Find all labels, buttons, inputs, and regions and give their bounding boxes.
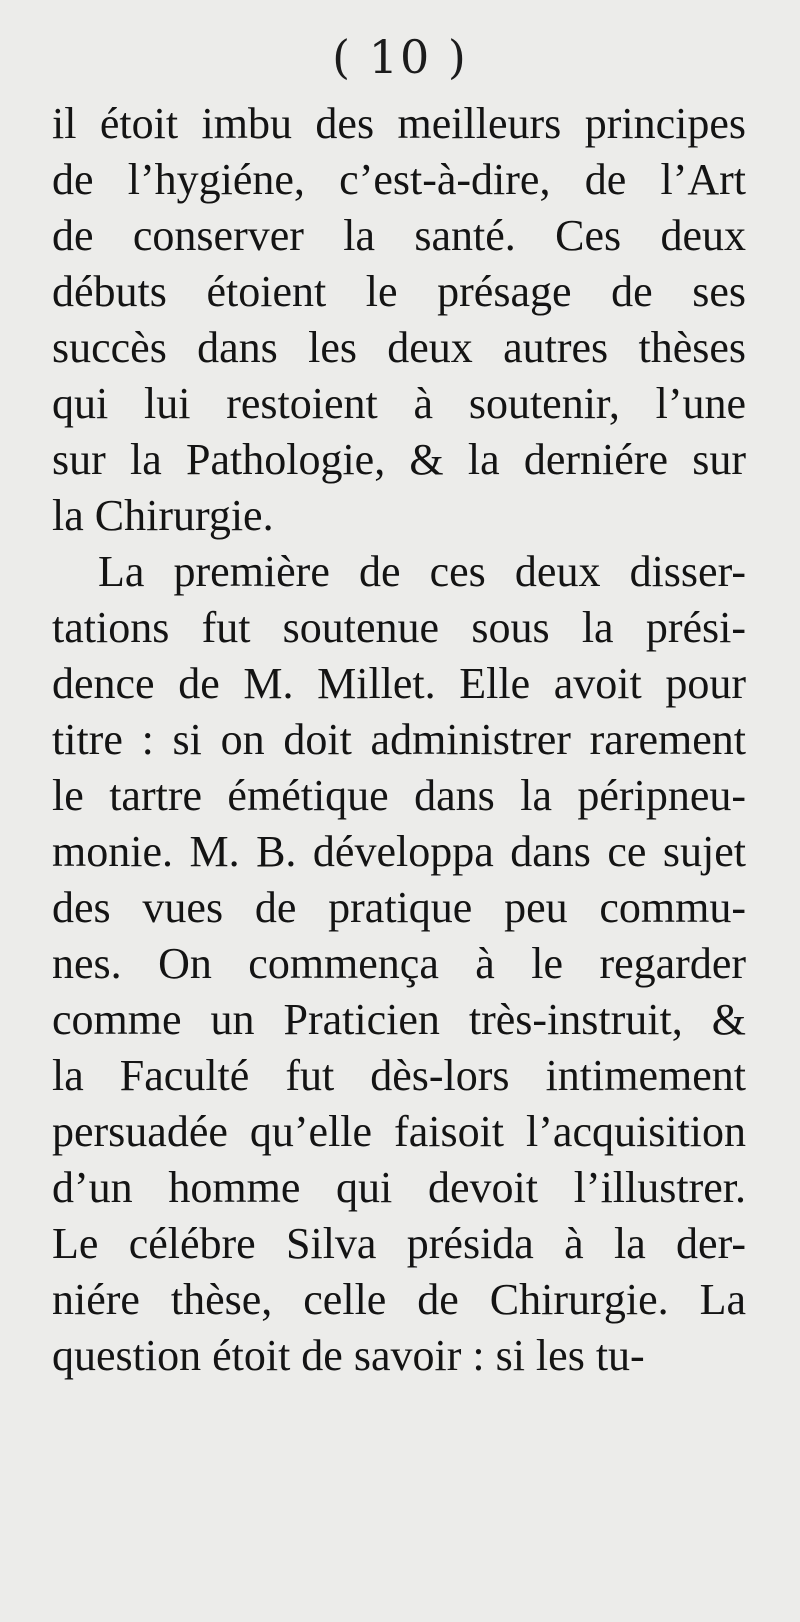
text-line: de l’hygiéne, c’est-à-dire, de l’Art xyxy=(52,155,746,204)
text-line: comme un Praticien très-instruit, & xyxy=(52,995,746,1044)
text-line: sur la Pathologie, & la derniére sur xyxy=(52,435,746,484)
text-line: niére thèse, celle de Chirurgie. La xyxy=(52,1275,746,1324)
text-line: monie. M. B. développa dans ce sujet xyxy=(52,827,746,876)
text-line: des vues de pratique peu commu- xyxy=(52,883,746,932)
text-line: de conserver la santé. Ces deux xyxy=(52,211,746,260)
text-line: dence de M. Millet. Elle avoit pour xyxy=(52,659,746,708)
text-line: d’un homme qui devoit l’illustrer. xyxy=(52,1163,746,1212)
text-line: question étoit de savoir : si les tu- xyxy=(52,1331,645,1380)
text-line: la Faculté fut dès-lors intimement xyxy=(52,1051,746,1100)
body-text xyxy=(52,96,746,1384)
text-line: débuts étoient le présage de ses xyxy=(52,267,746,316)
text-line: tations fut soutenue sous la prési- xyxy=(52,603,746,652)
text-line: nes. On commença à le regarder xyxy=(52,939,746,988)
text-line: il étoit imbu des meilleurs principes xyxy=(52,99,746,148)
text-line: le tartre émétique dans la péripneu- xyxy=(52,771,746,820)
text-line: Le célébre Silva présida à la der- xyxy=(52,1219,746,1268)
text-line: qui lui restoient à soutenir, l’une xyxy=(52,379,746,428)
text-line: la Chirurgie. xyxy=(52,491,274,540)
text-line: succès dans les deux autres thèses xyxy=(52,323,746,372)
page-number: ( 10 ) xyxy=(332,30,468,84)
text-line: persuadée qu’elle faisoit l’acquisition xyxy=(52,1107,746,1156)
text-line: titre : si on doit administrer rarement xyxy=(52,715,746,764)
text-line: La première de ces deux disser- xyxy=(98,547,746,596)
